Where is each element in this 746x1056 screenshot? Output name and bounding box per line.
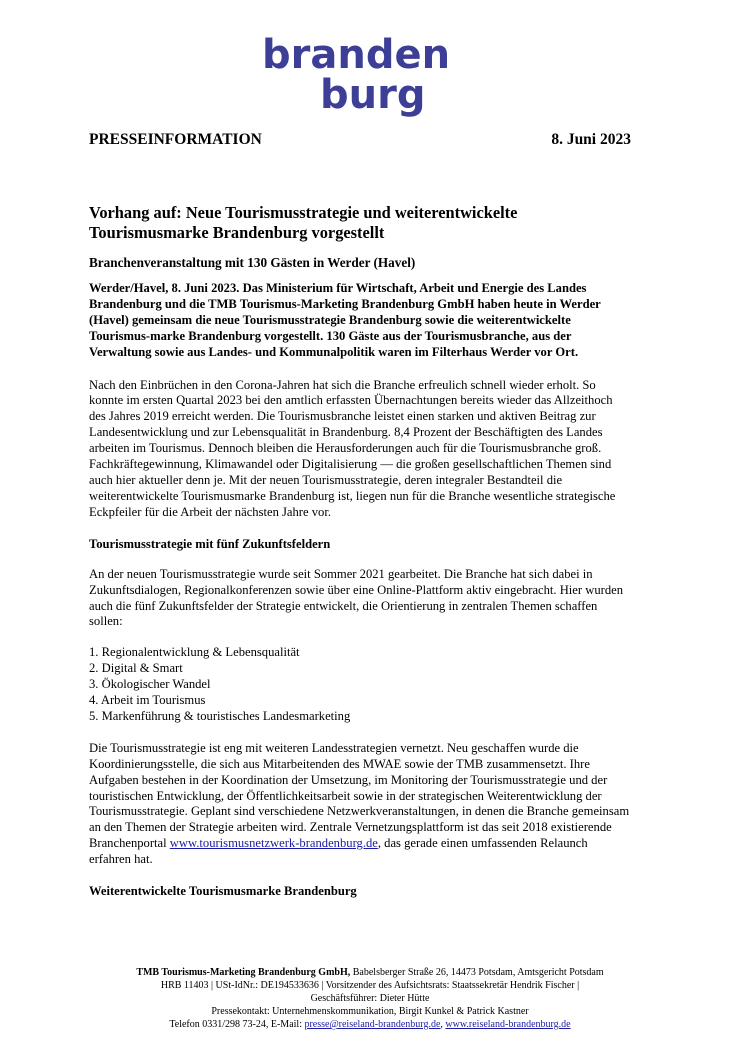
- strategy-intro: An der neuen Tourismusstrategie wurde seit Sommer 2021 gearbeitet. Die Branche hat sich dabei in Zukunftsdialogen, Regionalkonferenzen sowie über eine Online-Plattform aktiv eingebracht. Hier wurden auch die fünf Zukunftsfelder der Strategie entwickelt, die Orientierung in zentralen Themen schaffen sollen:: [89, 566, 624, 629]
- press-label: PRESSEINFORMATION: [89, 131, 262, 148]
- brandenburg-logo: [260, 28, 460, 118]
- footer-phone: Telefon 0331/298 73-24, E-Mail:: [169, 1019, 305, 1030]
- section-heading-strategy: Tourismusstrategie mit fünf Zukunftsfeldern: [89, 536, 331, 551]
- body-paragraph-1: Nach den Einbrüchen in den Corona-Jahren hat sich die Branche erfreulich schnell wieder erholt. So konnte im ersten Quartal 2023 bei den amtlich erfassten Übernachtungen bereits wieder das Allzeithoch des Jahres 2019 erreicht werden. Die Tourismusbranche leistet einen starken und aktiven Beitrag zur Landesentwicklung und zur Lebensqualität in Brandenburg. 8,4 Prozent der Beschäftigten des Landes arbeiten im Tourismus. Dennoch bleiben die Herausforderungen auch für die Tourismusbranche groß. Fachkräftegewinnung, Klimawandel oder Digitalisierung — die großen gesellschaftlichen Themen sind auch hier aktueller denn je. Mit der neuen Tourismusstrategie, deren integraler Bestandteil die weiterentwickelte Tourismusmarke Brandenburg ist, liegen nun für die Branche wesentliche strategische Eckpfeiler für die Arbeit der nächsten Jahre vor.: [89, 377, 616, 519]
- network-text: Die Tourismusstrategie ist eng mit weiteren Landesstrategien vernetzt. Neu geschaffen wurde die Koordinierungsstelle, die sich aus Mitarbeitenden des MWAE sowie der TMB zusammensetzt. Ihre Aufgaben bestehen in der Koordination der Umsetzung, im Monitoring der Tourismusstrategie und der touristischen Entwicklung, der Öffentlichkeitsarbeit sowie in der strategischen Weiterentwicklung der Tourismusstrategie. Geplant sind verschiedene Netzwerkveranstaltungen, in denen die Branche gemeinsam an den Themen der Strategie arbeiten wird. Zentrale Vernetzungsplattform ist das seit 2018 existierende Branchenportal: [89, 740, 630, 851]
- footer-line-4: Pressekontakt: Unternehmenskommunikation, Birgit Kunkel & Patrick Kastner: [211, 1006, 529, 1017]
- lead-paragraph: Werder/Havel, 8. Juni 2023. Das Ministerium für Wirtschaft, Arbeit und Energie des Landes Brandenburg und die TMB Tourismus-Marketing Brandenburg GmbH haben heute in Werder (Havel) gemeinsam die neue Tourismusstrategie Brandenburg sowie die weiterentwickelte Tourismus-marke Brandenburg vorgestellt. 130 Gäste aus der Tourismusbranche, aus der Verwaltung sowie aus Landes- und Kommunalpolitik waren im Filterhaus Werder vor Ort.: [89, 281, 601, 359]
- article-body: [89, 203, 631, 914]
- footer-address: Babelsberger Straße 26, 14473 Potsdam, Amtsgericht Potsdam: [350, 967, 604, 978]
- tourismusnetzwerk-link[interactable]: www.tourismusnetzwerk-brandenburg.de: [169, 836, 378, 851]
- footer-line-1: [60, 966, 680, 979]
- footer-line-5: [60, 1018, 680, 1031]
- section-heading-brand: Weiterentwickelte Tourismusmarke Brandenburg: [89, 884, 357, 899]
- logo-line-2: burg: [320, 72, 426, 118]
- website-link[interactable]: www.reiseland-brandenburg.de: [445, 1019, 571, 1030]
- article-subtitle: Branchenveranstaltung mit 130 Gästen in Werder (Havel): [89, 255, 416, 270]
- list-item: 2. Digital & Smart: [89, 661, 183, 676]
- header-row: [89, 131, 631, 153]
- logo-line-1: branden: [262, 32, 451, 78]
- footer-line-3: Geschäftsführer: Dieter Hütte: [310, 993, 430, 1004]
- future-fields-list: [89, 645, 631, 725]
- list-item: 1. Regionalentwicklung & Lebensqualität: [89, 645, 300, 660]
- press-email-link[interactable]: presse@reiseland-brandenburg.de: [304, 1019, 441, 1030]
- footer-company: TMB Tourismus-Marketing Brandenburg GmbH,: [136, 967, 351, 978]
- strategy-network-paragraph: [89, 741, 631, 868]
- list-item: 5. Markenführung & touristisches Landesmarketing: [89, 708, 351, 723]
- footer-line-2: HRB 11403 | USt-IdNr.: DE194533636 | Vorsitzender des Aufsichtsrats: Staatssekretär Hendrik Fischer |: [160, 980, 580, 991]
- release-date: 8. Juni 2023: [551, 131, 631, 148]
- list-item: 3. Ökologischer Wandel: [89, 677, 211, 692]
- footer: [60, 966, 680, 1031]
- footer-separator: ,: [440, 1019, 446, 1030]
- article-title: Vorhang auf: Neue Tourismusstrategie und weiterentwickelte Tourismusmarke Brandenburg vorgestellt: [89, 203, 518, 242]
- network-text-end: , das gerade einen umfassenden Relaunch erfahren hat.: [89, 836, 588, 867]
- list-item: 4. Arbeit im Tourismus: [89, 693, 206, 708]
